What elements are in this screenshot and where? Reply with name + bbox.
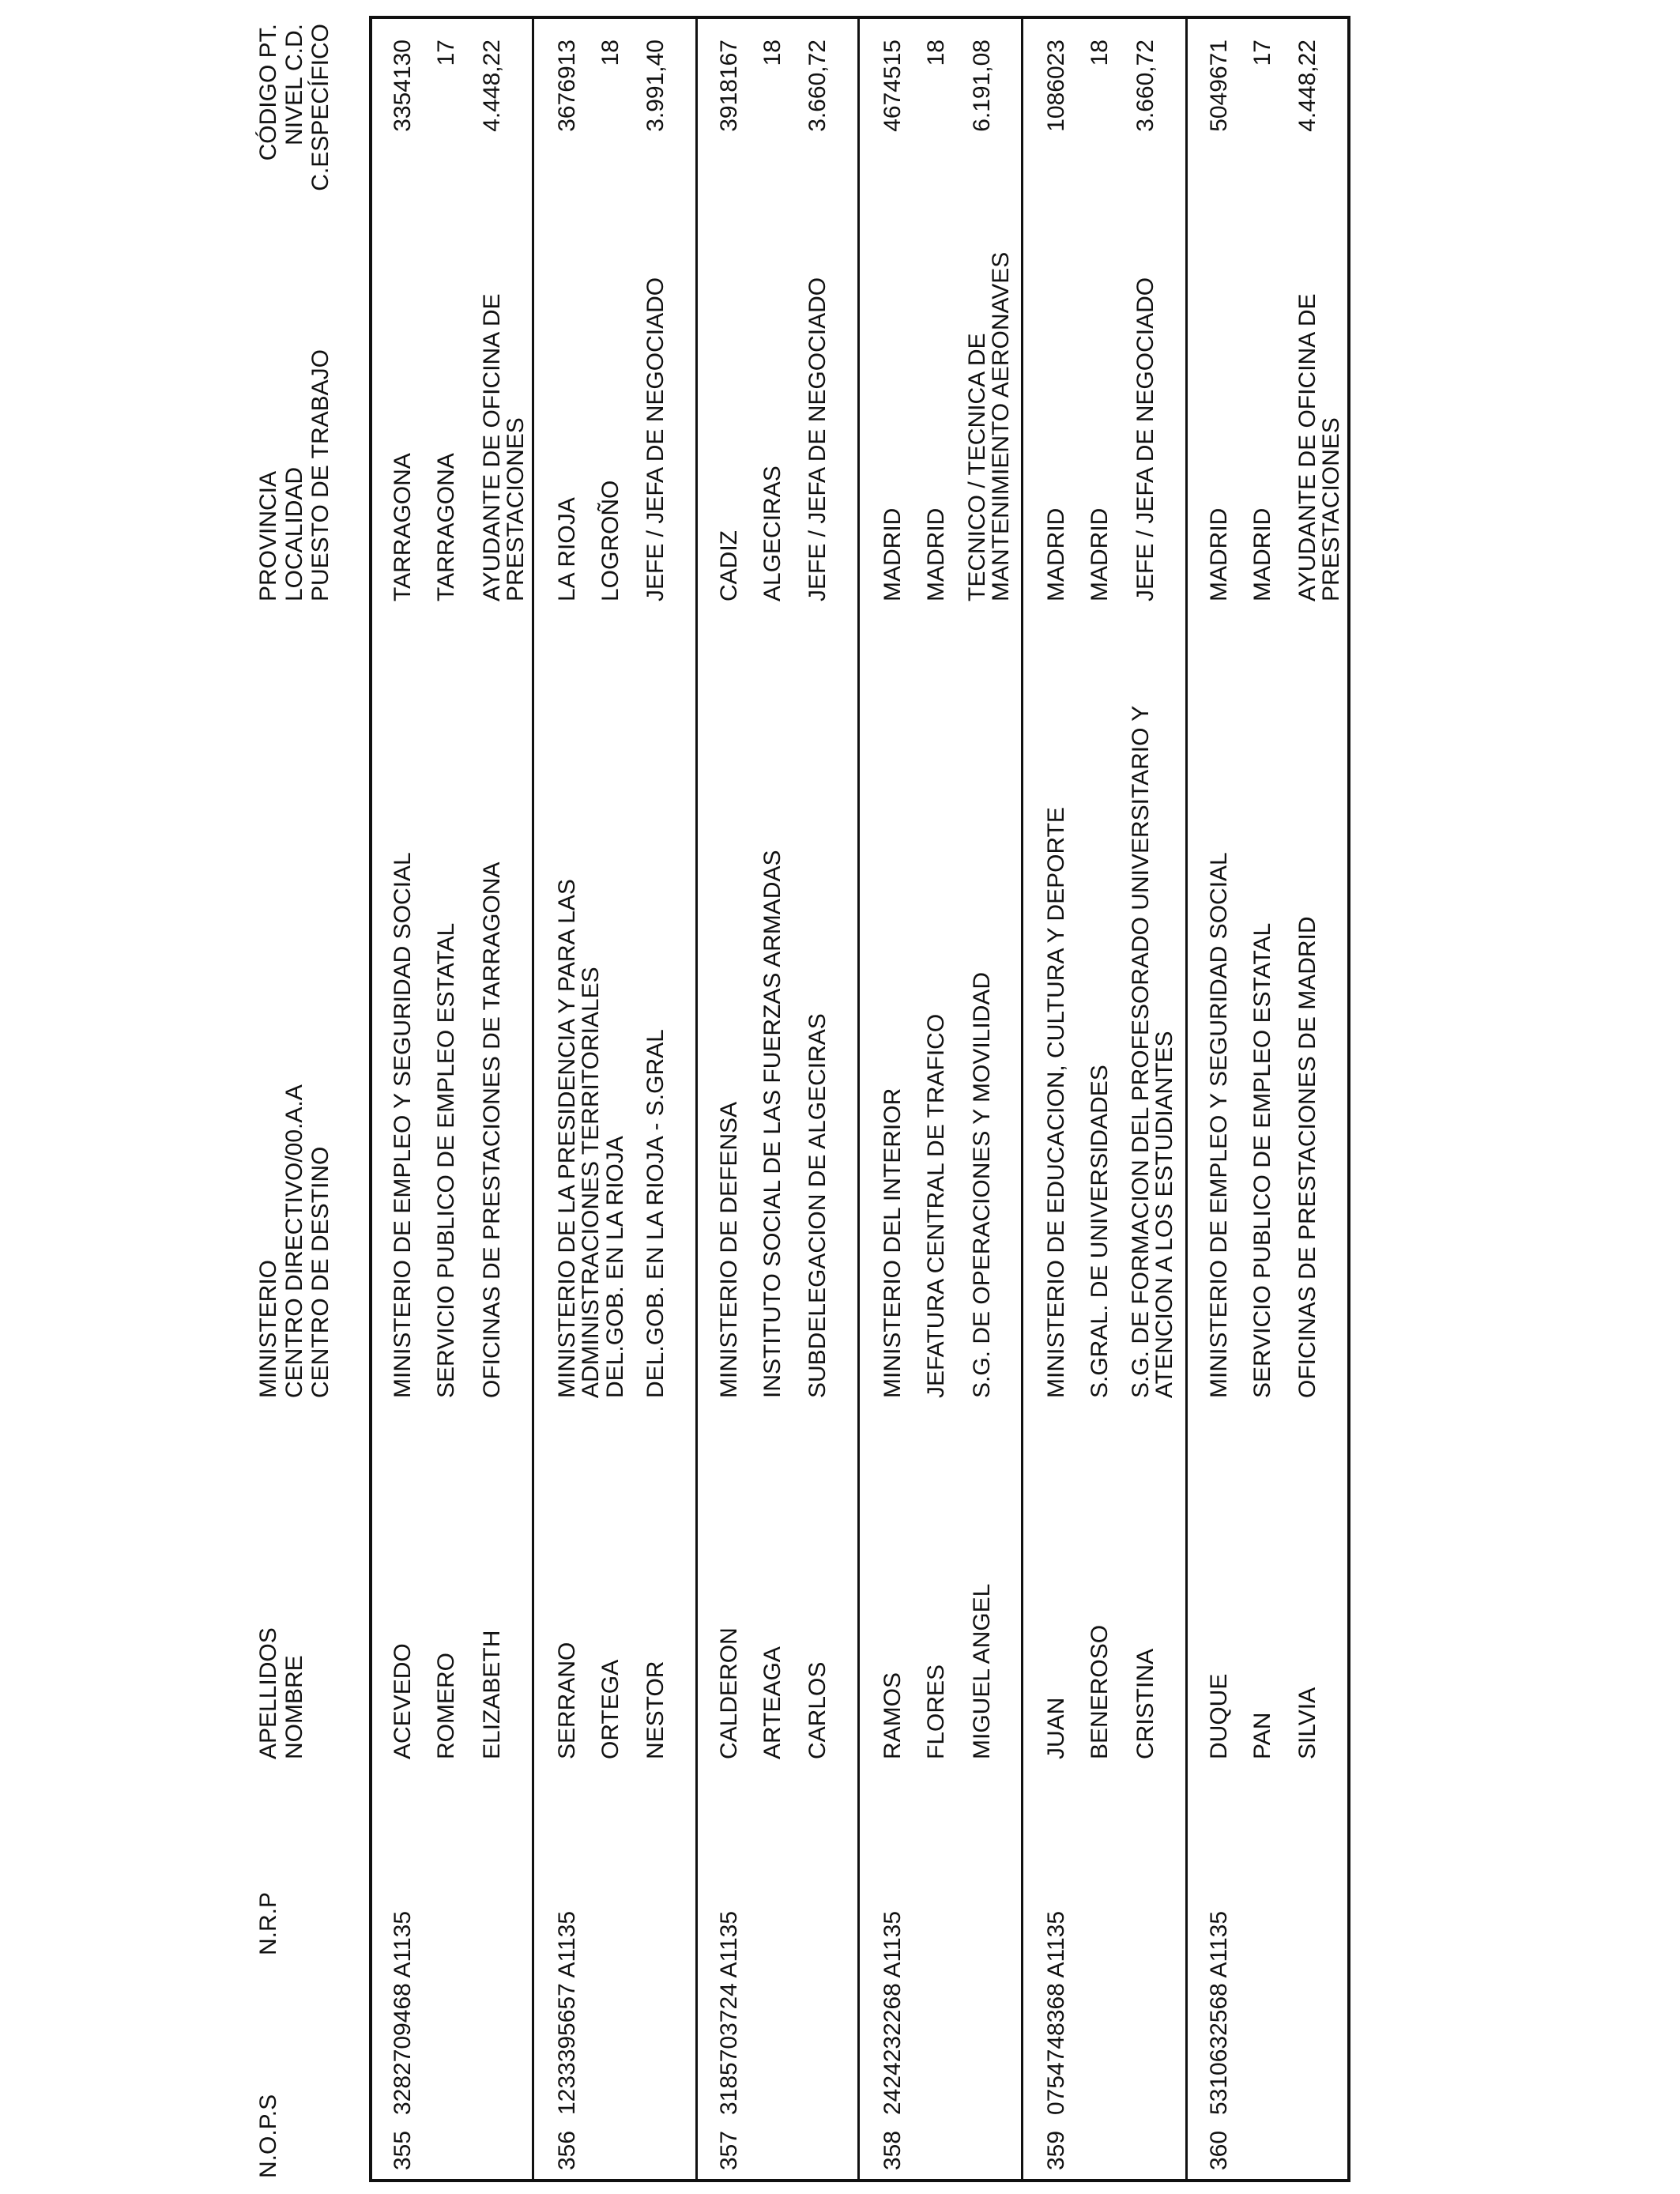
record-provincia: MADRID: [1043, 507, 1069, 601]
record-nops: 358: [880, 2130, 906, 2170]
record-centro-destino: OFICINAS DE PRESTACIONES DE TARRAGONA: [479, 861, 505, 1398]
header-provincia: PROVINCIA: [255, 470, 281, 601]
record-provincia: CADIZ: [716, 530, 742, 601]
record-centro-directivo: SERVICIO PUBLICO DE EMPLEO ESTATAL: [1249, 922, 1275, 1398]
record-apellido2: ORTEGA: [597, 1659, 623, 1759]
record-divider: [695, 16, 698, 2182]
record-centro-destino: S.G. DE FORMACION DEL PROFESORADO UNIVERSITARIO Y ATENCION A LOS ESTUDIANTES: [1128, 706, 1177, 1398]
record-codigo-pt: 1086023: [1043, 40, 1069, 132]
record-puesto: AYUDANTE DE OFICINA DE PRESTACIONES: [479, 293, 529, 601]
record-nivel-cd: 17: [1249, 40, 1275, 66]
record-codigo-pt: 3354130: [390, 40, 416, 132]
record-nops: 357: [716, 2130, 742, 2170]
record-puesto: TECNICO / TECNICA DE MANTENIMIENTO AERONAVES: [964, 251, 1014, 601]
record-c-especifico: 3.660,72: [804, 40, 831, 132]
header-codigo-pt: CÓDIGO PT.: [255, 24, 281, 161]
record-nombre: SILVIA: [1294, 1687, 1320, 1759]
record-centro-destino: SUBDELEGACION DE ALGECIRAS: [804, 1013, 831, 1398]
record-apellido2: ROMERO: [433, 1653, 459, 1759]
record-nrp: 3282709468 A1135: [390, 1910, 416, 2115]
record-nombre: ELIZABETH: [479, 1630, 505, 1759]
record-codigo-pt: 3676913: [554, 40, 580, 132]
record-nops: 359: [1043, 2130, 1069, 2170]
record-divider: [1021, 16, 1023, 2182]
record-apellido1: RAMOS: [880, 1672, 906, 1759]
record-apellido2: FLORES: [923, 1664, 949, 1759]
record-localidad: MADRID: [1249, 507, 1275, 601]
record-nombre: CARLOS: [804, 1661, 831, 1759]
record-nivel-cd: 17: [433, 40, 459, 66]
header-nrp: N.R.P: [255, 1891, 281, 1955]
record-centro-directivo: DEL.GOB. EN LA RIOJA: [602, 1136, 628, 1398]
record-nrp: 2424232268 A1135: [880, 1910, 906, 2115]
record-ministerio: MINISTERIO DE EMPLEO Y SEGURIDAD SOCIAL: [390, 852, 416, 1398]
record-c-especifico: 4.448,22: [479, 40, 505, 132]
record-divider: [532, 16, 534, 2182]
header-nivel-cd: NIVEL C.D.: [281, 24, 307, 145]
record-c-especifico: 3.660,72: [1132, 40, 1158, 132]
record-codigo-pt: 3918167: [716, 40, 742, 132]
record-centro-directivo: JEFATURA CENTRAL DE TRAFICO: [923, 1013, 949, 1398]
record-nivel-cd: 18: [759, 40, 785, 66]
record-nivel-cd: 18: [923, 40, 949, 66]
header-nops: N.O.P.S: [255, 2094, 281, 2178]
record-provincia: TARRAGONA: [390, 453, 416, 601]
record-nombre: CRISTINA: [1132, 1648, 1158, 1759]
record-nrp: 3185703724 A1135: [716, 1910, 742, 2115]
record-puesto: JEFE / JEFA DE NEGOCIADO: [642, 277, 669, 601]
record-nrp: 5310632568 A1135: [1206, 1910, 1232, 2115]
record-localidad: MADRID: [923, 507, 949, 601]
record-c-especifico: 3.991,40: [642, 40, 669, 132]
record-apellido2: ARTEAGA: [759, 1646, 785, 1759]
record-ministerio: MINISTERIO DE EDUCACION, CULTURA Y DEPORTE: [1043, 807, 1069, 1398]
record-nrp: 0754748368 A1135: [1043, 1910, 1069, 2115]
record-localidad: ALGECIRAS: [759, 466, 785, 601]
header-puesto: PUESTO DE TRABAJO: [307, 349, 333, 601]
header-apellidos: APELLIDOS: [255, 1627, 281, 1759]
record-nrp: 1233395657 A1135: [554, 1910, 580, 2115]
record-ministerio: MINISTERIO DE LA PRESIDENCIA Y PARA LAS ADMINISTRACIONES TERRITORIALES: [554, 879, 604, 1398]
record-c-especifico: 4.448,22: [1294, 40, 1320, 132]
record-centro-directivo: INSTITUTO SOCIAL DE LAS FUERZAS ARMADAS: [759, 850, 785, 1398]
record-puesto: JEFE / JEFA DE NEGOCIADO: [804, 277, 831, 601]
record-localidad: LOGROÑO: [597, 480, 623, 601]
record-nombre: MIGUEL ANGEL: [969, 1583, 995, 1759]
record-apellido1: CALDERON: [716, 1627, 742, 1759]
record-divider: [1185, 16, 1188, 2182]
header-ministerio: MINISTERIO: [255, 1259, 281, 1398]
record-nivel-cd: 18: [1087, 40, 1113, 66]
record-apellido2: BENEROSO: [1087, 1624, 1113, 1759]
record-provincia: MADRID: [1206, 507, 1232, 601]
record-apellido2: PAN: [1249, 1712, 1275, 1759]
record-codigo-pt: 4674515: [880, 40, 906, 132]
record-ministerio: MINISTERIO DE DEFENSA: [716, 1101, 742, 1398]
record-localidad: TARRAGONA: [433, 453, 459, 601]
record-nops: 356: [554, 2130, 580, 2170]
record-localidad: MADRID: [1087, 507, 1113, 601]
record-nops: 355: [390, 2130, 416, 2170]
record-apellido1: DUQUE: [1206, 1673, 1232, 1759]
record-centro-destino: DEL.GOB. EN LA RIOJA - S.GRAL: [642, 1029, 669, 1398]
record-apellido1: ACEVEDO: [390, 1643, 416, 1759]
record-nivel-cd: 18: [597, 40, 623, 66]
record-apellido1: SERRANO: [554, 1642, 580, 1759]
record-nops: 360: [1206, 2130, 1232, 2170]
record-puesto: AYUDANTE DE OFICINA DE PRESTACIONES: [1294, 293, 1344, 601]
header-localidad: LOCALIDAD: [281, 466, 307, 601]
record-centro-destino: S.G. DE OPERACIONES Y MOVILIDAD: [969, 971, 995, 1398]
record-apellido1: JUAN: [1043, 1697, 1069, 1759]
header-centro-directivo: CENTRO DIRECTIVO/00.A.A: [281, 1084, 307, 1398]
record-ministerio: MINISTERIO DE EMPLEO Y SEGURIDAD SOCIAL: [1206, 852, 1232, 1398]
header-c-especifico: C.ESPECÍFICO: [307, 24, 333, 191]
header-centro-destino: CENTRO DE DESTINO: [307, 1146, 333, 1398]
record-centro-directivo: SERVICIO PUBLICO DE EMPLEO ESTATAL: [433, 922, 459, 1398]
record-codigo-pt: 5049671: [1206, 40, 1232, 132]
record-centro-directivo: S.GRAL. DE UNIVERSIDADES: [1087, 1065, 1113, 1398]
record-ministerio: MINISTERIO DEL INTERIOR: [880, 1088, 906, 1398]
record-provincia: MADRID: [880, 507, 906, 601]
record-puesto: JEFE / JEFA DE NEGOCIADO: [1132, 277, 1158, 601]
record-divider: [857, 16, 860, 2182]
record-provincia: LA RIOJA: [554, 497, 580, 601]
record-centro-destino: OFICINAS DE PRESTACIONES DE MADRID: [1294, 916, 1320, 1398]
record-nombre: NESTOR: [642, 1661, 669, 1759]
header-nombre: NOMBRE: [281, 1655, 307, 1759]
record-c-especifico: 6.191,08: [969, 40, 995, 132]
